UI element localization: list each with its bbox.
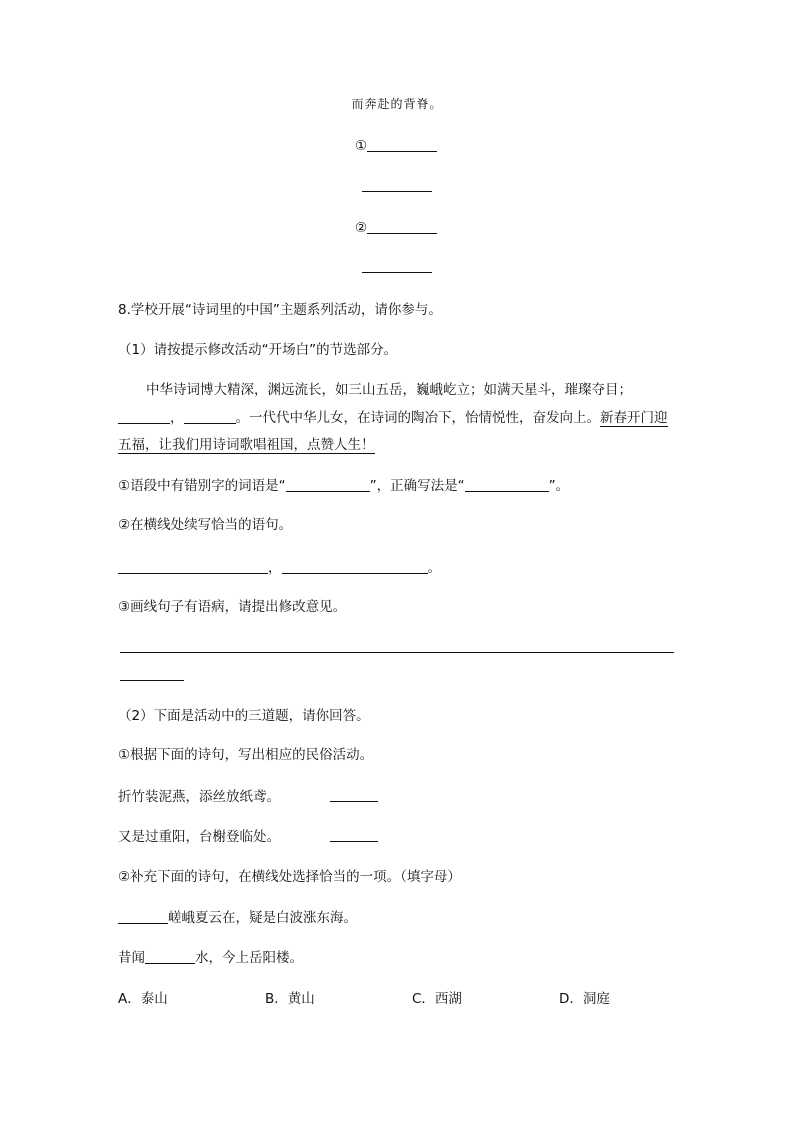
option-c[interactable]: C．西湖 <box>412 991 462 1007</box>
poem-line-2: 又是过重阳，台榭登临处。 <box>118 829 280 845</box>
underlined-sentence-part-1: 新春开门迎 <box>600 410 668 426</box>
revision-answer-line-1[interactable] <box>120 652 674 653</box>
passage-line-3 <box>118 435 375 455</box>
answer-blank-2[interactable] <box>367 219 437 234</box>
sub-question-1 <box>118 476 569 496</box>
custom-blank-2[interactable] <box>330 841 378 842</box>
part-1-heading: （1）请按提示修改活动“开场白”的节选部分。 <box>118 342 398 358</box>
poem-line-4 <box>118 948 303 968</box>
answer-line-1 <box>355 136 437 156</box>
passage-line-2 <box>118 408 668 428</box>
option-a[interactable]: A．泰山 <box>118 991 168 1007</box>
poem-line-1: 折竹装泥燕，添丝放纸鸢。 <box>118 789 280 805</box>
sub-question-3: ③画线句子有语病，请提出修改意见。 <box>118 599 347 615</box>
poem-line-3 <box>118 908 357 928</box>
poem-blank-2[interactable] <box>145 949 195 964</box>
part-2-sub-1: ①根据下面的诗句，写出相应的民俗活动。 <box>118 747 374 763</box>
poem-4-start: 昔闻 <box>118 950 145 966</box>
handwritten-fragment: 而奔赴的背脊。 <box>351 97 443 111</box>
poem-4-end: 水，今上岳阳楼。 <box>195 950 303 966</box>
sub1-middle: ”，正确写法是“ <box>369 478 465 494</box>
sub1-suffix: ”。 <box>548 478 570 494</box>
option-b[interactable]: B．黄山 <box>265 991 315 1007</box>
question-8-title: 8.学校开展“诗词里的中国”主题系列活动，请你参与。 <box>118 302 442 318</box>
passage-blank-2[interactable] <box>184 409 236 424</box>
continuation-blank-1[interactable] <box>118 559 268 574</box>
option-d[interactable]: D．洞庭 <box>559 991 610 1007</box>
sub2-sep: ， <box>268 560 282 576</box>
passage-text: 。一代代中华儿女，在诗词的陶冶下，怡情悦性，奋发向上。 <box>235 410 600 426</box>
poem-3-text: 嵯峨夏云在，疑是白波涨东海。 <box>168 910 357 926</box>
part-2-heading: （2）下面是活动中的三道题，请你回答。 <box>118 708 370 724</box>
sub-question-2-answer <box>118 558 441 578</box>
sub-question-2: ②在横线处续写恰当的语句。 <box>118 517 293 533</box>
sub1-prefix: ①语段中有错别字的词语是“ <box>118 478 286 494</box>
underlined-sentence-part-2: 五福，让我们用诗词歌唱祖国，点赞人生！ <box>118 437 375 453</box>
answer-blank-1b[interactable] <box>362 191 432 192</box>
wrong-word-blank[interactable] <box>286 477 370 492</box>
continuation-blank-2[interactable] <box>282 559 428 574</box>
revision-answer-line-2[interactable] <box>120 680 184 681</box>
answer-blank-2b[interactable] <box>362 272 432 273</box>
sub2-end: 。 <box>427 560 441 576</box>
passage-sep: ， <box>170 410 184 426</box>
passage-blank-1[interactable] <box>118 409 170 424</box>
circled-number-2: ② <box>355 220 368 236</box>
part-2-sub-2: ②补充下面的诗句，在横线处选择恰当的一项。（填字母） <box>118 869 461 885</box>
custom-blank-1[interactable] <box>330 801 378 802</box>
passage-line-1: 中华诗词博大精深，渊远流长，如三山五岳，巍峨屹立；如满天星斗，璀璨夺目； <box>146 382 632 398</box>
poem-blank-1[interactable] <box>118 909 168 924</box>
answer-blank-1[interactable] <box>367 137 437 152</box>
correct-word-blank[interactable] <box>465 477 549 492</box>
answer-line-2 <box>355 218 437 238</box>
circled-number-1: ① <box>355 138 368 154</box>
